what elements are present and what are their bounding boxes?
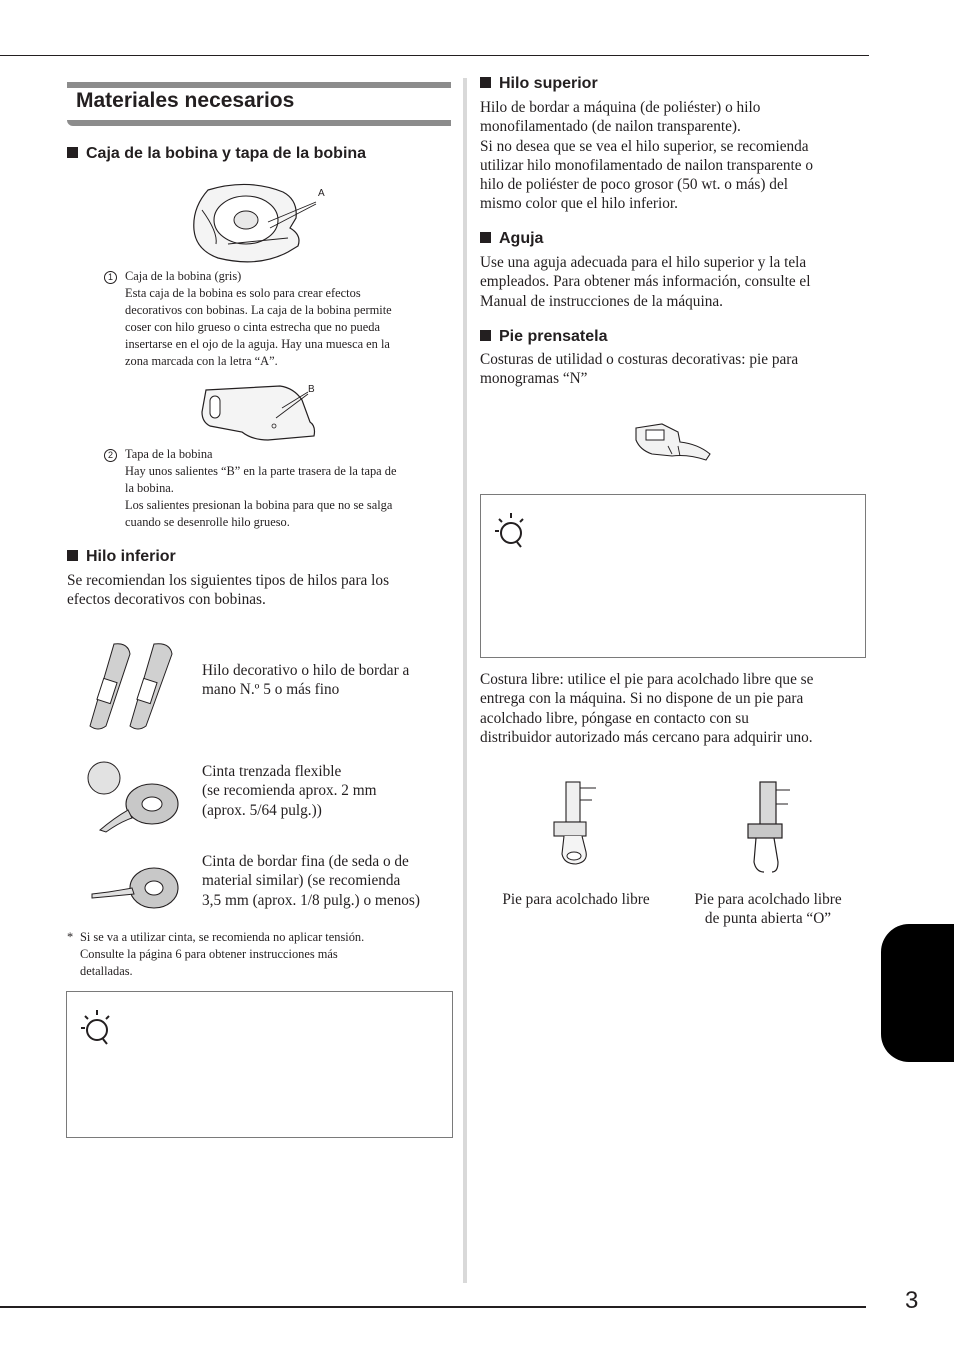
heading-needle: Aguja <box>480 230 543 248</box>
note-box-left <box>66 991 453 1138</box>
chapter-tab <box>881 924 954 1062</box>
note-icon <box>77 1006 111 1046</box>
embroidery-ribbon-illustration <box>88 858 188 916</box>
footnote-mark: * <box>67 930 74 944</box>
heading-bobbin: Caja de la bobina y tapa de la bobina <box>67 145 366 163</box>
braided-ribbon-illustration <box>84 758 184 834</box>
item2-number: 2 <box>104 449 117 462</box>
title-band <box>67 82 451 126</box>
thread2-text: Cinta trenzada flexible (se recomienda aprox. 2 mm (aprox. 5/64 pulg.)) <box>202 763 377 819</box>
free-motion-text: Costura libre: utilice el pie para acolchado libre que se entrega con la máquina. Si no dispone de un pie para acolchado libre, póngase en contacto con su distribuidor autorizado más cercano para adquirir uno. <box>480 671 814 746</box>
heading-lower-thread: Hilo inferior <box>67 548 176 566</box>
presser-foot-text: Costuras de utilidad o costuras decorativas: pie para monogramas “N” <box>480 351 799 388</box>
label-b: B <box>308 384 315 395</box>
upper-thread-text: Hilo de bordar a máquina (de poliéster) o hilo monofilamentado (de nailon transparente). Si no desea que se vea el hilo superior, se recomienda utilizar hilo monofilamentado de nailon transparente o hilo de poliéster de poco grosor (50 wt. o más) del mismo color que el hilo inferior. <box>480 99 814 213</box>
item1-number: 1 <box>104 271 117 284</box>
page-number: 3 <box>905 1287 919 1314</box>
open-toe-quilting-foot-illustration <box>742 778 794 878</box>
needle-text: Use una aguja adecuada para el hilo superior y la tela empleados. Para obtener más información, consulte el Manual de instrucciones de la máquina. <box>480 254 811 310</box>
column-divider <box>463 78 467 1283</box>
label-a: A <box>318 188 325 199</box>
lower-thread-intro: Se recomiendan los siguientes tipos de hilos para los efectos decorativos con bobinas. <box>67 572 390 609</box>
top-rule <box>0 55 869 56</box>
quilting-foot-illustration <box>548 778 600 870</box>
item1-caption: Caja de la bobina (gris) Esta caja de la bobina es solo para crear efectos decorativos con bobinas. La caja de la bobina permite coser con hilo grueso o cinta estrecha que no pueda insertarse en el ojo de la aguja. Hay una muesca en la zona marcada con la letra “A”. <box>125 269 392 368</box>
footnote: Si se va a utilizar cinta, se recomienda no aplicar tensión. Consulte la página 6 para obtener instrucciones más detalladas. <box>80 930 365 978</box>
note-box-right <box>480 494 866 658</box>
thread-skein-illustration <box>84 640 180 734</box>
thread1-text: Hilo decorativo o hilo de bordar a mano N.º 5 o más fino <box>202 662 410 699</box>
item1-number-wrap <box>104 268 117 285</box>
bobbin-case-illustration <box>188 180 328 265</box>
item2-caption: Tapa de la bobina Hay unos salientes “B” en la parte trasera de la tapa de la bobina. Los salientes presionan la bobina para que no se salga cuando se desenrolle hilo grueso. <box>125 447 397 529</box>
note-icon <box>491 509 525 549</box>
foot2-label: Pie para acolchado libre de punta abierta “O” <box>694 891 842 928</box>
monogram-foot-illustration <box>632 420 714 468</box>
bottom-rule <box>0 1306 866 1308</box>
foot1-label: Pie para acolchado libre <box>502 891 650 908</box>
thread3-text: Cinta de bordar fina (de seda o de material similar) (se recomienda 3,5 mm (aprox. 1/8 pulg.) o menos) <box>202 853 420 909</box>
page-title: Materiales necesarios <box>76 89 295 112</box>
bobbin-cover-illustration <box>198 382 323 444</box>
heading-presser-foot: Pie prensatela <box>480 328 608 346</box>
heading-upper-thread: Hilo superior <box>480 75 598 93</box>
item2-number-wrap <box>104 446 117 463</box>
